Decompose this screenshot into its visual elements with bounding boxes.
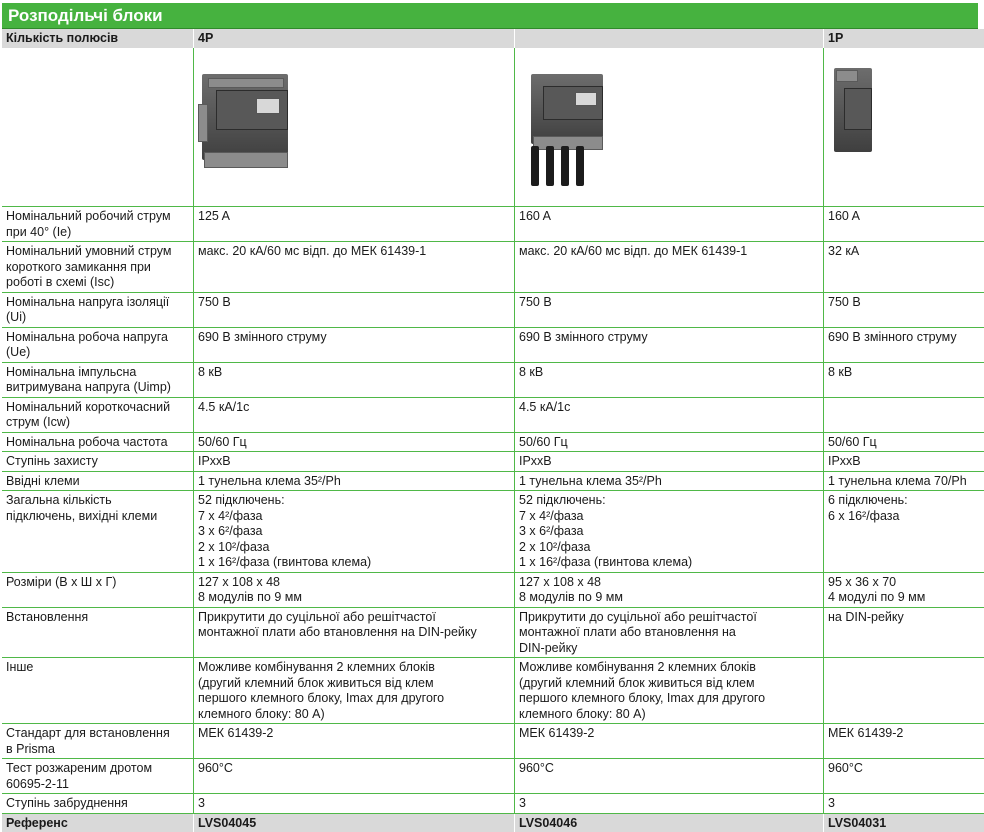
spec-value-col1: 1 тунельна клема 35²/Ph: [194, 471, 515, 491]
header-col3: 1P: [824, 29, 984, 48]
spec-value-col3: 1 тунельна клема 70/Ph: [824, 471, 984, 491]
spec-value-col2: Прикрутити до суцільної або решітчастої монтажної плати або втановлення на DIN-рейку: [515, 607, 824, 658]
spec-value-col3: [824, 397, 984, 432]
spec-value-col1: 3: [194, 794, 515, 814]
spec-row: [2, 292, 984, 327]
spec-value-col1: 8 кВ: [194, 362, 515, 397]
spec-label: Стандарт для встановлення в Prisma: [2, 724, 194, 759]
spec-value-col2: 160 A: [515, 207, 824, 242]
reference-label: Референс: [2, 813, 194, 832]
spec-label: Номінальна робоча напруга (Ue): [2, 327, 194, 362]
spec-label: Номінальна напруга ізоляції (Ui): [2, 292, 194, 327]
spec-value-col1: 4.5 кА/1с: [194, 397, 515, 432]
reference-row: [2, 813, 984, 832]
spec-label: Номінальний короткочасний струм (Icw): [2, 397, 194, 432]
spec-row: [2, 491, 984, 573]
spec-row: [2, 452, 984, 472]
spec-value-col3: 50/60 Гц: [824, 432, 984, 452]
spec-label: Інше: [2, 658, 194, 724]
spec-value-col3: IPxxB: [824, 452, 984, 472]
spec-value-col1: Можливе комбінування 2 клемних блоків (другий клемний блок живиться від клем першого клемного блоку, Imax для другого клемного блоку: 80 A): [194, 658, 515, 724]
section-title: Розподільчі блоки: [2, 3, 978, 29]
spec-label: Встановлення: [2, 607, 194, 658]
spec-value-col3: 160 A: [824, 207, 984, 242]
spec-value-col3: МЕК 61439-2: [824, 724, 984, 759]
spec-value-col2: 3: [515, 794, 824, 814]
image-cell-col3: [824, 48, 984, 207]
spec-value-col1: 750 В: [194, 292, 515, 327]
spec-label: Тест розжареним дротом 60695-2-11: [2, 759, 194, 794]
spec-value-col2: 127 x 108 x 48 8 модулів по 9 мм: [515, 572, 824, 607]
spec-row: [2, 794, 984, 814]
spec-value-col2: 750 В: [515, 292, 824, 327]
spec-row: [2, 362, 984, 397]
spec-value-col2: МЕК 61439-2: [515, 724, 824, 759]
spec-value-col3: 95 x 36 x 70 4 модулі по 9 мм: [824, 572, 984, 607]
spec-value-col1: 52 підключень: 7 x 4²/фаза 3 x 6²/фаза 2 x 10²/фаза 1 x 16²/фаза (гвинтова клема): [194, 491, 515, 573]
spec-label: Ступінь забруднення: [2, 794, 194, 814]
spec-value-col1: IPxxB: [194, 452, 515, 472]
spec-value-col3: на DIN-рейку: [824, 607, 984, 658]
spec-row: [2, 724, 984, 759]
spec-value-col2: 960°C: [515, 759, 824, 794]
spec-value-col2: 52 підключень: 7 x 4²/фаза 3 x 6²/фаза 2 x 10²/фаза 1 x 16²/фаза (гвинтова клема): [515, 491, 824, 573]
image-cell-col1: [194, 48, 515, 207]
spec-value-col1: 127 x 108 x 48 8 модулів по 9 мм: [194, 572, 515, 607]
reference-col1: LVS04045: [194, 813, 515, 832]
reference-col2: LVS04046: [515, 813, 824, 832]
spec-value-col1: 690 В змінного струму: [194, 327, 515, 362]
spec-rows: [2, 207, 984, 814]
spec-value-col1: 50/60 Гц: [194, 432, 515, 452]
spec-value-col3: 3: [824, 794, 984, 814]
spec-value-col1: макс. 20 кА/60 мс відп. до МЕК 61439-1: [194, 242, 515, 293]
spec-value-col3: 8 кВ: [824, 362, 984, 397]
spec-value-col2: макс. 20 кА/60 мс відп. до МЕК 61439-1: [515, 242, 824, 293]
header-label: Кількість полюсів: [2, 29, 194, 48]
product-image: [824, 64, 984, 191]
spec-label: Ступінь захисту: [2, 452, 194, 472]
spec-value-col1: Прикрутити до суцільної або решітчастої монтажної плати або втановлення на DIN-рейку: [194, 607, 515, 658]
spec-label: Ввідні клеми: [2, 471, 194, 491]
spec-value-col2: 1 тунельна клема 35²/Ph: [515, 471, 824, 491]
image-row: [2, 48, 984, 207]
header-col2: [515, 29, 824, 48]
spec-value-col2: 690 В змінного струму: [515, 327, 824, 362]
spec-sheet: [2, 3, 978, 832]
spec-value-col3: 750 В: [824, 292, 984, 327]
spec-value-col2: 50/60 Гц: [515, 432, 824, 452]
spec-value-col2: 8 кВ: [515, 362, 824, 397]
spec-label: Загальна кількість підключень, вихідні клеми: [2, 491, 194, 573]
image-cell-col2: [515, 48, 824, 207]
spec-row: [2, 471, 984, 491]
spec-table: [2, 29, 984, 832]
spec-value-col2: Можливе комбінування 2 клемних блоків (другий клемний блок живиться від клем першого клемного блоку, Imax для другого клемного блоку: 80 A): [515, 658, 824, 724]
spec-label: Номінальний умовний струм короткого замикання при роботі в схемі (Isc): [2, 242, 194, 293]
spec-row: [2, 432, 984, 452]
spec-value-col3: 6 підключень: 6 x 16²/фаза: [824, 491, 984, 573]
spec-row: [2, 242, 984, 293]
header-row: [2, 29, 984, 48]
product-image: [194, 64, 514, 191]
header-col1: 4P: [194, 29, 515, 48]
spec-row: [2, 658, 984, 724]
spec-value-col1: 125 A: [194, 207, 515, 242]
spec-label: Номінальний робочий струм при 40° (Ie): [2, 207, 194, 242]
spec-row: [2, 572, 984, 607]
spec-label: Розміри (В x Ш x Г): [2, 572, 194, 607]
spec-row: [2, 207, 984, 242]
reference-col3: LVS04031: [824, 813, 984, 832]
spec-row: [2, 327, 984, 362]
spec-value-col3: [824, 658, 984, 724]
product-image: [515, 64, 823, 191]
spec-value-col1: 960°C: [194, 759, 515, 794]
spec-value-col2: IPxxB: [515, 452, 824, 472]
spec-row: [2, 759, 984, 794]
spec-row: [2, 397, 984, 432]
spec-label: Номінальна імпульсна витримувана напруга (Uimp): [2, 362, 194, 397]
spec-value-col3: 960°C: [824, 759, 984, 794]
spec-row: [2, 607, 984, 658]
spec-value-col3: 690 В змінного струму: [824, 327, 984, 362]
spec-value-col3: 32 кА: [824, 242, 984, 293]
image-label-cell: [2, 48, 194, 207]
spec-value-col1: МЕК 61439-2: [194, 724, 515, 759]
spec-label: Номінальна робоча частота: [2, 432, 194, 452]
spec-value-col2: 4.5 кА/1с: [515, 397, 824, 432]
